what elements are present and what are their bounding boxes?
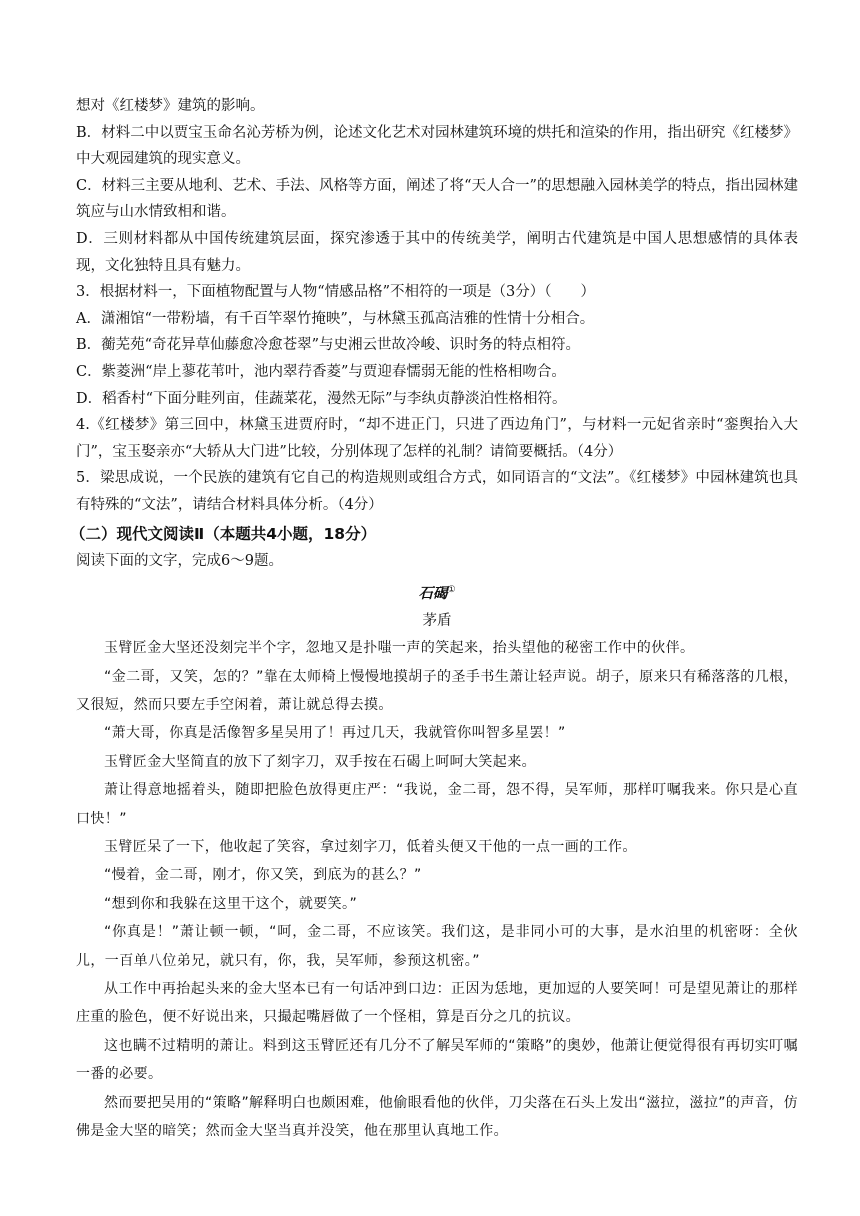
q2-option-b: B．材料二中以贾宝玉命名沁芳桥为例，论述文化艺术对园林建筑环境的烘托和渲染的作用，指出研究《红楼梦》中大观园建筑的现实意义。 xyxy=(76,124,798,168)
question-5: 5．梁思成说，一个民族的建筑有它自己的构造规则或组合方式，如同语言的“文法”。《红楼梦》中园林建筑也具有特殊的“文法”，请结合材料具体分析。（4分） xyxy=(76,470,798,513)
story-author: 茅盾 xyxy=(422,613,452,630)
q3-option-b: B．蘅芜苑“奇花异草仙藤愈冷愈苍翠”与史湘云世故冷峻、识时务的特点相符。 xyxy=(76,337,580,354)
story-paragraph: 从工作中再抬起头来的金大坚本已有一句话冲到口边：正因为恁地，更加逗的人要笑呵！可是望见萧让的那样庄重的脸色，便不好说出来，只撮起嘴唇做了一个怪相，算是百分之几的抗议。 xyxy=(76,980,798,1026)
q3-option-d: D．稻香村“下面分畦列亩，佳蔬菜花，漫然无际”与李纨贞静淡泊性格相符。 xyxy=(76,390,567,407)
story-paragraph: “金二哥，又笑，怎的？”靠在太师椅上慢慢地摸胡子的圣手书生萧让轻声说。胡子，原来只有稀落落的几根，又很短，然而只要左手空闲着，萧让就总得去摸。 xyxy=(76,668,798,713)
q3-option-a: A．潇湘馆“一带粉墙，有千百竿翠竹掩映”，与林黛玉孤高洁雅的性情十分相合。 xyxy=(76,310,595,327)
q3-option-c: C．紫菱洲“岸上蓼花苇叶，池内翠荇香菱”与贾迎春懦弱无能的性格相吻合。 xyxy=(76,363,566,380)
story-title-footnote-mark: ① xyxy=(447,585,456,596)
question-4: 4.《红楼梦》第三回中，林黛玉进贾府时，“却不进正门，只进了西边角门”，与材料一元妃省亲时“銮舆抬入大门”，宝玉娶亲亦“大轿从大门进”比较，分别体现了怎样的礼制？请简要概括。（4分） xyxy=(76,417,798,460)
story-paragraph: 萧让得意地摇着头，随即把脸色放得更庄严：“我说，金二哥，怨不得，吴军师，那样叮嘱我来。你只是心直口快！” xyxy=(76,782,798,827)
story-paragraph: “你真是！”萧让顿一顿，“呵，金二哥，不应该笑。我们这，是非同小可的大事，是水泊里的机密呀：全伙儿，一百单八位弟兄，就只有，你，我，吴军师，参预这机密。” xyxy=(76,924,798,969)
story-title xyxy=(76,576,798,608)
story-paragraph: 然而要把吴用的“策略”解释明白也颇困难，他偷眼看他的伙伴，刀尖落在石头上发出“滋拉，滋拉”的声音，仿佛是金大坚的暗笑；然而金大坚当真并没笑，他在那里认真地工作。 xyxy=(76,1094,798,1139)
section-heading: （二）现代文阅读Ⅱ（本题共4小题，18分） xyxy=(70,524,377,543)
q2-option-d: D．三则材料都从中国传统建筑层面，探究渗透于其中的传统美学，阐明古代建筑是中国人思想感情的具体表现，文化独特且具有魅力。 xyxy=(76,230,798,274)
story-paragraph: 玉臂匠呆了一下，他收起了笑容，拿过刻字刀，低着头便又干他的一点一画的工作。 xyxy=(104,838,637,855)
story-paragraph: 玉臂匠金大坚还没刻完半个字，忽地又是扑嗤一声的笑起来，抬头望他的秘密工作中的伙伴。 xyxy=(104,640,695,657)
question-2-options xyxy=(76,120,798,280)
story-paragraph: 玉臂匠金大坚简直的放下了刻字刀，双手按在石碣上呵呵大笑起来。 xyxy=(104,753,536,770)
story-paragraph: “慢着，金二哥，刚才，你又笑，到底为的甚么？” xyxy=(104,867,422,884)
story-title-text: 石碣 xyxy=(418,585,448,603)
section-intro: 阅读下面的文字，完成6～9题。 xyxy=(76,552,283,569)
story-paragraph: “萧大哥，你真是活像智多星吴用了！再过几天，我就管你叫智多星罢！” xyxy=(104,725,566,742)
story-paragraph: “想到你和我躲在这里干这个，就要笑。” xyxy=(104,895,358,912)
continuation-line: 想对《红楼梦》建筑的影响。 xyxy=(76,98,265,114)
q2-option-c: C．材料三主要从地利、艺术、手法、风格等方面，阐述了将“天人合一”的思想融入园林美学的特点，指出园林建筑应与山水情致相和谐。 xyxy=(76,177,798,221)
story-paragraph: 这也瞒不过精明的萧让。料到这玉臂匠还有几分不了解吴军师的“策略”的奥妙，他萧让便觉得很有再切实叮嘱一番的必要。 xyxy=(76,1037,798,1083)
q3-stem: 3．根据材料一，下面植物配置与人物“情感品格”不相符的一项是（3分）（ ） xyxy=(76,284,596,301)
question-3 xyxy=(76,279,798,412)
story-body xyxy=(76,634,798,1145)
